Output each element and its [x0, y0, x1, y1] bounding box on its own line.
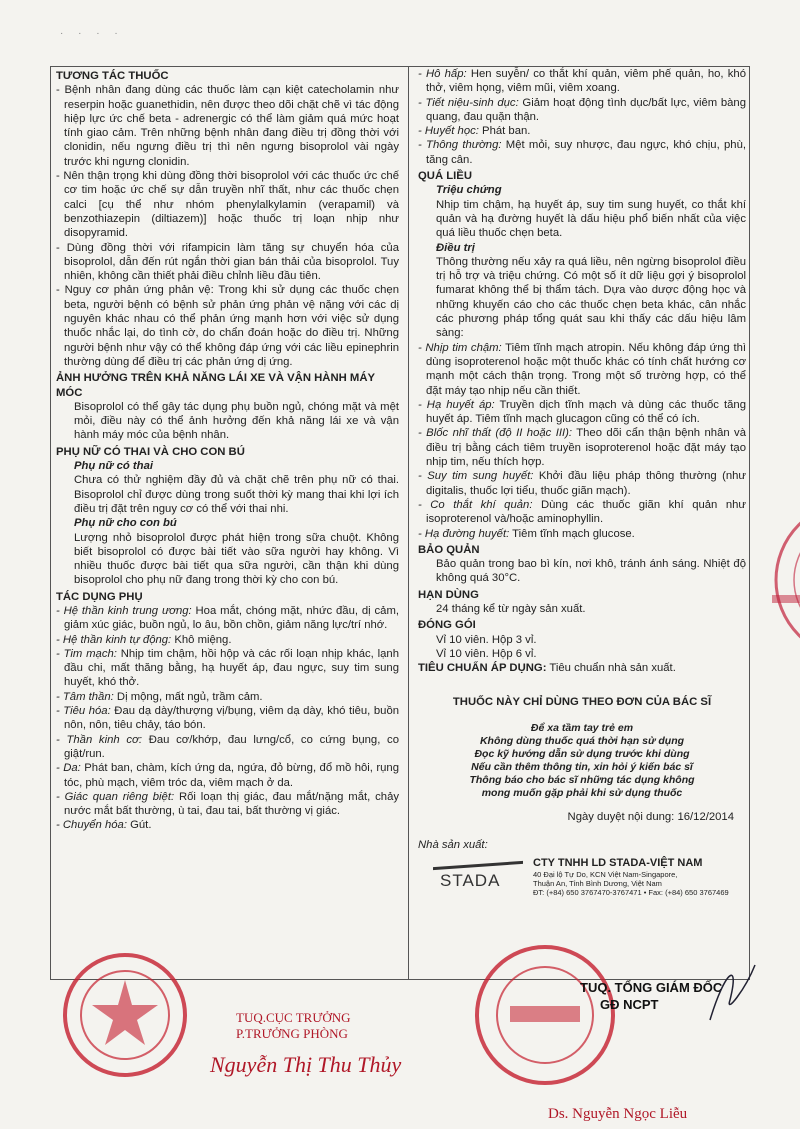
address-line: 40 Đại lộ Tự Do, KCN Việt Nam-Singapore,: [533, 870, 678, 880]
side-effect-label: - Tiết niệu-sinh dục:: [418, 96, 519, 109]
side-effect-item: [56, 790, 399, 819]
treatment-text-item: Truyền dịch tĩnh mạch và dùng các thuốc tăng huyết áp. Tiêm tĩnh mạch glucagon cũng có thể có ích.: [426, 398, 746, 426]
left-column: [56, 67, 399, 833]
treatment-item: [418, 498, 746, 527]
side-effect-text: Gút.: [126, 819, 152, 832]
side-effect-item: [56, 604, 399, 633]
treatment-item: [418, 426, 746, 469]
warning-line: Đọc kỹ hướng dẫn sử dụng trước khi dùng: [474, 747, 690, 760]
interaction-item: - Dùng đồng thời với rifampicin làm tăng sự chuyển hóa của bisoprolol, dẫn đến rút ngắn thời gian bán thải của bisoprolol. Tuy nhiên, không cần thiết phải điều chỉnh liều đầu tiên.: [56, 241, 399, 283]
side-effect-item: [56, 818, 399, 832]
side-effect-item: [56, 733, 399, 762]
side-effect-item: [418, 96, 746, 125]
company-address: [533, 870, 729, 897]
handwritten-signature-icon: [700, 960, 760, 1030]
prescription-only-notice: THUỐC NÀY CHỈ DÙNG THEO ĐƠN CỦA BÁC SĨ: [452, 696, 712, 709]
shelf-life-text: 24 tháng kể từ ngày sản xuất.: [436, 602, 586, 615]
side-effect-item: [418, 67, 746, 96]
manufacturer-label: Nhà sản xuất:: [418, 839, 488, 852]
treatment-text-item: Dùng các thuốc giãn khí quản như isoproterenol và/hoặc aminophyllin.: [426, 498, 746, 526]
side-effect-text: Hen suyễn/ co thắt khí quản, viêm phế quản, ho, khó thở, viêm họng, viêm mũi, viêm xoang.: [426, 68, 746, 95]
signature-area: [0, 980, 800, 1129]
side-effect-label: - Hệ thần kinh trung ương:: [56, 604, 192, 617]
address-line: Thuận An, Tỉnh Bình Dương, Việt Nam: [533, 879, 662, 889]
pregnant-subheading: Phụ nữ có thai: [74, 460, 153, 473]
side-effect-item: [56, 633, 399, 647]
pregnant-text: Chưa có thử nghiệm đầy đủ và chặt chẽ trên phụ nữ có thai. Bisoprolol chỉ được dùng trong suốt thời kỳ mang thai khi lợi ích điều trị đặt trên nguy cơ có thể với thai nhi.: [74, 474, 399, 515]
side-effect-text: Nhịp tim chậm, hồi hộp và các rối loạn nhịp khác, lạnh đầu chi, mất thăng bằng, hạ huyết áp, đau ngực, suy tim sung huyết, khó thở.: [64, 647, 399, 689]
stada-logo: STADA: [440, 871, 501, 891]
logo-swoosh: [433, 861, 523, 870]
side-effect-item: [56, 704, 399, 733]
driving-heading: ẢNH HƯỞNG TRÊN KHẢ NĂNG LÁI XE VÀ VẬN HÀNH MÁY MÓC: [56, 372, 375, 399]
treatment-item: [418, 341, 746, 398]
side-effect-label: - Thông thường:: [418, 139, 502, 152]
packaging-heading: ĐÓNG GÓI: [418, 619, 476, 632]
interaction-item: - Nên thận trọng khi dùng đồng thời bisoprolol với các thuốc ức chế cơ tim hoặc ức chế sự dẫn truyền nhĩ thất, như các thuốc chẹn calci [cụ thể như nhóm phenylalkylamin (verapamil) và benzothiazepin (diltiazem)] hoặc thuốc trị loạn nhịp như disopyramid.: [56, 170, 399, 240]
side-effect-text: Rối loạn thị giác, đau mắt/nặng mắt, chảy nước mắt bất thường, ù tai, đau tai, bất thường vị giác.: [64, 790, 400, 818]
treatment-text: Thông thường nếu xảy ra quá liều, nên ngừng bisoprolol điều trị hỗ trợ và triệu chứng. Có một số ít dữ liệu gợi ý bisoprolol fumarat không thể bị thẩm tách. Dựa vào dược động học và những khuyến cáo cho các thuốc chẹn beta khác, cân nhắc các phương pháp tổng quát sau khi thấy các dấu hiệu lâm sàng:: [436, 255, 746, 340]
side-effect-text: Đau dạ dày/thượng vị/bụng, viêm dạ dày, khó tiêu, buồn nôn, nôn, tiêu chảy, táo bón.: [64, 705, 400, 732]
right-signer-subtitle: GĐ NCPT: [600, 997, 659, 1012]
government-seal-icon: [60, 950, 190, 1080]
side-effect-label: - Hệ thần kinh tự động:: [56, 633, 172, 646]
nursing-text: Lượng nhỏ bisoprolol được phát hiện trong sữa chuột. Không biết bisoprolol có được bài tiết vào sữa người hay không. Vì nhiều thuốc được bài tiết qua sữa người, cần thận khi dùng bisoprolol cho phụ nữ đang trong thời kỳ cho con bú.: [74, 531, 399, 587]
interactions-heading: TƯƠNG TÁC THUỐC: [56, 70, 169, 82]
side-effect-item: [418, 124, 746, 138]
side-effect-label: - Da:: [56, 762, 81, 775]
driving-text: Bisoprolol có thể gây tác dụng phụ buồn ngủ, chóng mặt và mệt mỏi, điều này có thể ảnh hưởng đến khả năng lái xe và vận hành máy móc của bệnh nhân.: [74, 400, 399, 442]
right-column: [418, 67, 746, 908]
storage-text: Bảo quản trong bao bì kín, nơi khô, tránh ánh sáng. Nhiệt độ không quá 30°C.: [436, 558, 746, 585]
side-effect-item: [418, 138, 746, 167]
company-seal-icon: [470, 940, 620, 1090]
standard-line: [418, 661, 746, 675]
side-effect-text: Hoa mắt, chóng mặt, nhức đầu, dị cảm, giảm xúc giác, buồn ngủ, lo âu, bồn chồn, giảm năng lực/trí nhớ.: [64, 604, 399, 632]
side-effect-label: - Tiêu hóa:: [56, 705, 111, 718]
leaflet-frame: [50, 66, 750, 980]
side-effect-label: - Chuyển hóa:: [56, 819, 127, 832]
pregnancy-heading: PHỤ NỮ CÓ THAI VÀ CHO CON BÚ: [56, 445, 245, 458]
edge-stamp-icon: [764, 500, 800, 700]
manufacturer-block: [418, 856, 746, 908]
side-effect-label: - Huyết học:: [418, 125, 479, 138]
side-effect-label: - Giác quan riêng biệt:: [56, 790, 175, 803]
shelf-life-heading: HẠN DÙNG: [418, 588, 479, 601]
standard-text: Tiêu chuẩn nhà sản xuất.: [546, 662, 676, 675]
symptoms-subheading: Triệu chứng: [436, 184, 502, 197]
treatment-label: - Nhịp tim chậm:: [418, 341, 502, 354]
treatment-item: [418, 469, 746, 498]
left-signer-title: TUQ.CỤC TRƯỞNG: [236, 1010, 351, 1025]
treatment-text-item: Theo dõi cẩn thận bệnh nhân và điều trị bằng cách tiêm truyền isoproterenol hoặc đặt máy tạo nhịp tim, nếu thích hợp.: [426, 427, 746, 469]
review-date: Ngày duyệt nội dung: 16/12/2014: [567, 810, 734, 823]
treatment-item: [418, 398, 746, 427]
symptoms-text: Nhịp tim chậm, hạ huyết áp, suy tim sung huyết, co thắt khí quản và hạ đường huyết là dấu hiệu phổ biến nhất của việc quá liều thuốc chẹn beta.: [436, 198, 746, 240]
side-effect-text: Đau cơ/khớp, đau lưng/cổ, co cứng bụng, co giật/run.: [64, 733, 399, 760]
warning-line: Không dùng thuốc quá thời hạn sử dụng: [479, 734, 685, 747]
warning-line: Thông báo cho bác sĩ những tác dụng không mong muốn gặp phải khi sử dụng thuốc: [469, 773, 695, 799]
side-effect-label: - Tâm thần:: [56, 690, 114, 703]
treatment-subheading: Điều trị: [436, 241, 475, 254]
treatment-text-item: Tiêm tĩnh mạch atropin. Nếu không đáp ứng thì dùng isoproterenol hoặc một thuốc khác có tính chất hướng cơ mạnh một cách thận trọng. Trong một số trường hợp, có thể đặt máy tạo nhịp nếu cần thiết.: [426, 341, 747, 397]
side-effect-label: - Tim mạch:: [56, 647, 117, 660]
column-divider: [408, 67, 409, 979]
scan-marks: · · · ·: [60, 28, 124, 39]
warnings-block: [418, 722, 746, 800]
side-effect-item: [56, 690, 399, 704]
side-effect-text: Dị mộng, mất ngủ, trầm cảm.: [113, 690, 263, 703]
interaction-item: - Bệnh nhân đang dùng các thuốc làm cạn kiệt catecholamin như reserpin hoặc guanethidin, nên được theo dõi chặt chẽ vì tác động hiệp lực ức chế beta - adrenergic có thể làm giảm quá mức hoạt tính giao cảm. Trên những bệnh nhân đang điều trị đồng thời với clonidin, nếu ngưng điều trị thì nên ngưng bisoprolol vài ngày trước khi ngưng clonidin.: [56, 84, 399, 168]
company-name: CTY TNHH LD STADA-VIỆT NAM: [533, 857, 703, 870]
side-effect-item: [56, 647, 399, 690]
treatment-label: - Suy tim sung huyết:: [418, 470, 534, 483]
overdose-heading: QUÁ LIỀU: [418, 170, 472, 183]
treatment-text-item: Tiêm tĩnh mạch glucose.: [509, 527, 635, 540]
left-signer-name: Nguyễn Thị Thu Thủy: [210, 1052, 402, 1077]
treatment-item: [418, 527, 746, 541]
side-effect-label: - Hô hấp:: [418, 68, 467, 80]
side-effect-item: [56, 761, 399, 790]
side-effect-text: Mệt mỏi, suy nhược, đau ngực, khó chịu, phù, tăng cân.: [426, 139, 747, 166]
treatment-label: - Hạ huyết áp:: [418, 398, 495, 411]
warning-line: Để xa tầm tay trẻ em: [530, 721, 634, 734]
treatment-text-item: Khởi đầu liệu pháp thông thường (như digitalis, thuốc lợi tiểu, thuốc giãn mạch).: [426, 470, 746, 497]
side-effect-text: Phát ban.: [478, 125, 531, 138]
packaging-line: Vỉ 10 viên. Hộp 6 vỉ.: [436, 647, 537, 660]
treatment-label: - Co thắt khí quản:: [418, 498, 533, 511]
side-effect-text: Giảm hoạt động tình dục/bất lực, viêm bàng quang, đau quặn thận.: [426, 96, 747, 123]
treatment-label: - Hạ đường huyết:: [418, 527, 510, 540]
edge-stamp-fragment: [764, 500, 800, 700]
nursing-subheading: Phụ nữ cho con bú: [74, 517, 177, 530]
phone-line: ĐT: (+84) 650 3767470-3767471 • Fax: (+84) 650 3767469: [533, 888, 729, 898]
right-signer-name: Ds. Nguyễn Ngọc Liễu: [548, 1106, 688, 1122]
right-signer-title: TUQ. TỔNG GIÁM ĐỐC: [580, 980, 723, 995]
standard-heading: TIÊU CHUẨN ÁP DỤNG:: [418, 662, 547, 675]
warning-line: Nếu cần thêm thông tin, xin hỏi ý kiến bác sĩ: [471, 760, 693, 773]
interaction-item: - Nguy cơ phản ứng phản vệ: Trong khi sử dụng các thuốc chẹn beta, người bệnh có bệnh sử phản ứng phản vệ nặng với các dị nguyên khác nhau có thể phản ứng mạnh hơn với việc sử dụng thuốc nhắc lại, do tình cờ, do chẩn đoán hoặc do điều trị. Những người bệnh như vậy có thể không đáp ứng với các liều epinephrin thường dùng để điều trị các phản ứng dị ứng.: [56, 284, 399, 368]
side-effect-label: - Thần kinh cơ:: [56, 733, 142, 746]
left-signer-subtitle: P.TRƯỞNG PHÒNG: [236, 1026, 348, 1041]
side-effects-heading: TÁC DỤNG PHỤ: [56, 590, 143, 603]
packaging-line: Vỉ 10 viên. Hộp 3 vỉ.: [436, 633, 537, 646]
treatment-label: - Blốc nhĩ thất (độ II hoặc III):: [418, 427, 573, 440]
storage-heading: BẢO QUẢN: [418, 543, 480, 556]
side-effect-text: Khô miệng.: [171, 633, 232, 646]
side-effect-text: Phát ban, chàm, kích ứng da, ngứa, đỏ bừng, đổ mồ hôi, rụng tóc, phù mạch, viêm tróc da, viêm mạch ở da.: [64, 762, 399, 789]
